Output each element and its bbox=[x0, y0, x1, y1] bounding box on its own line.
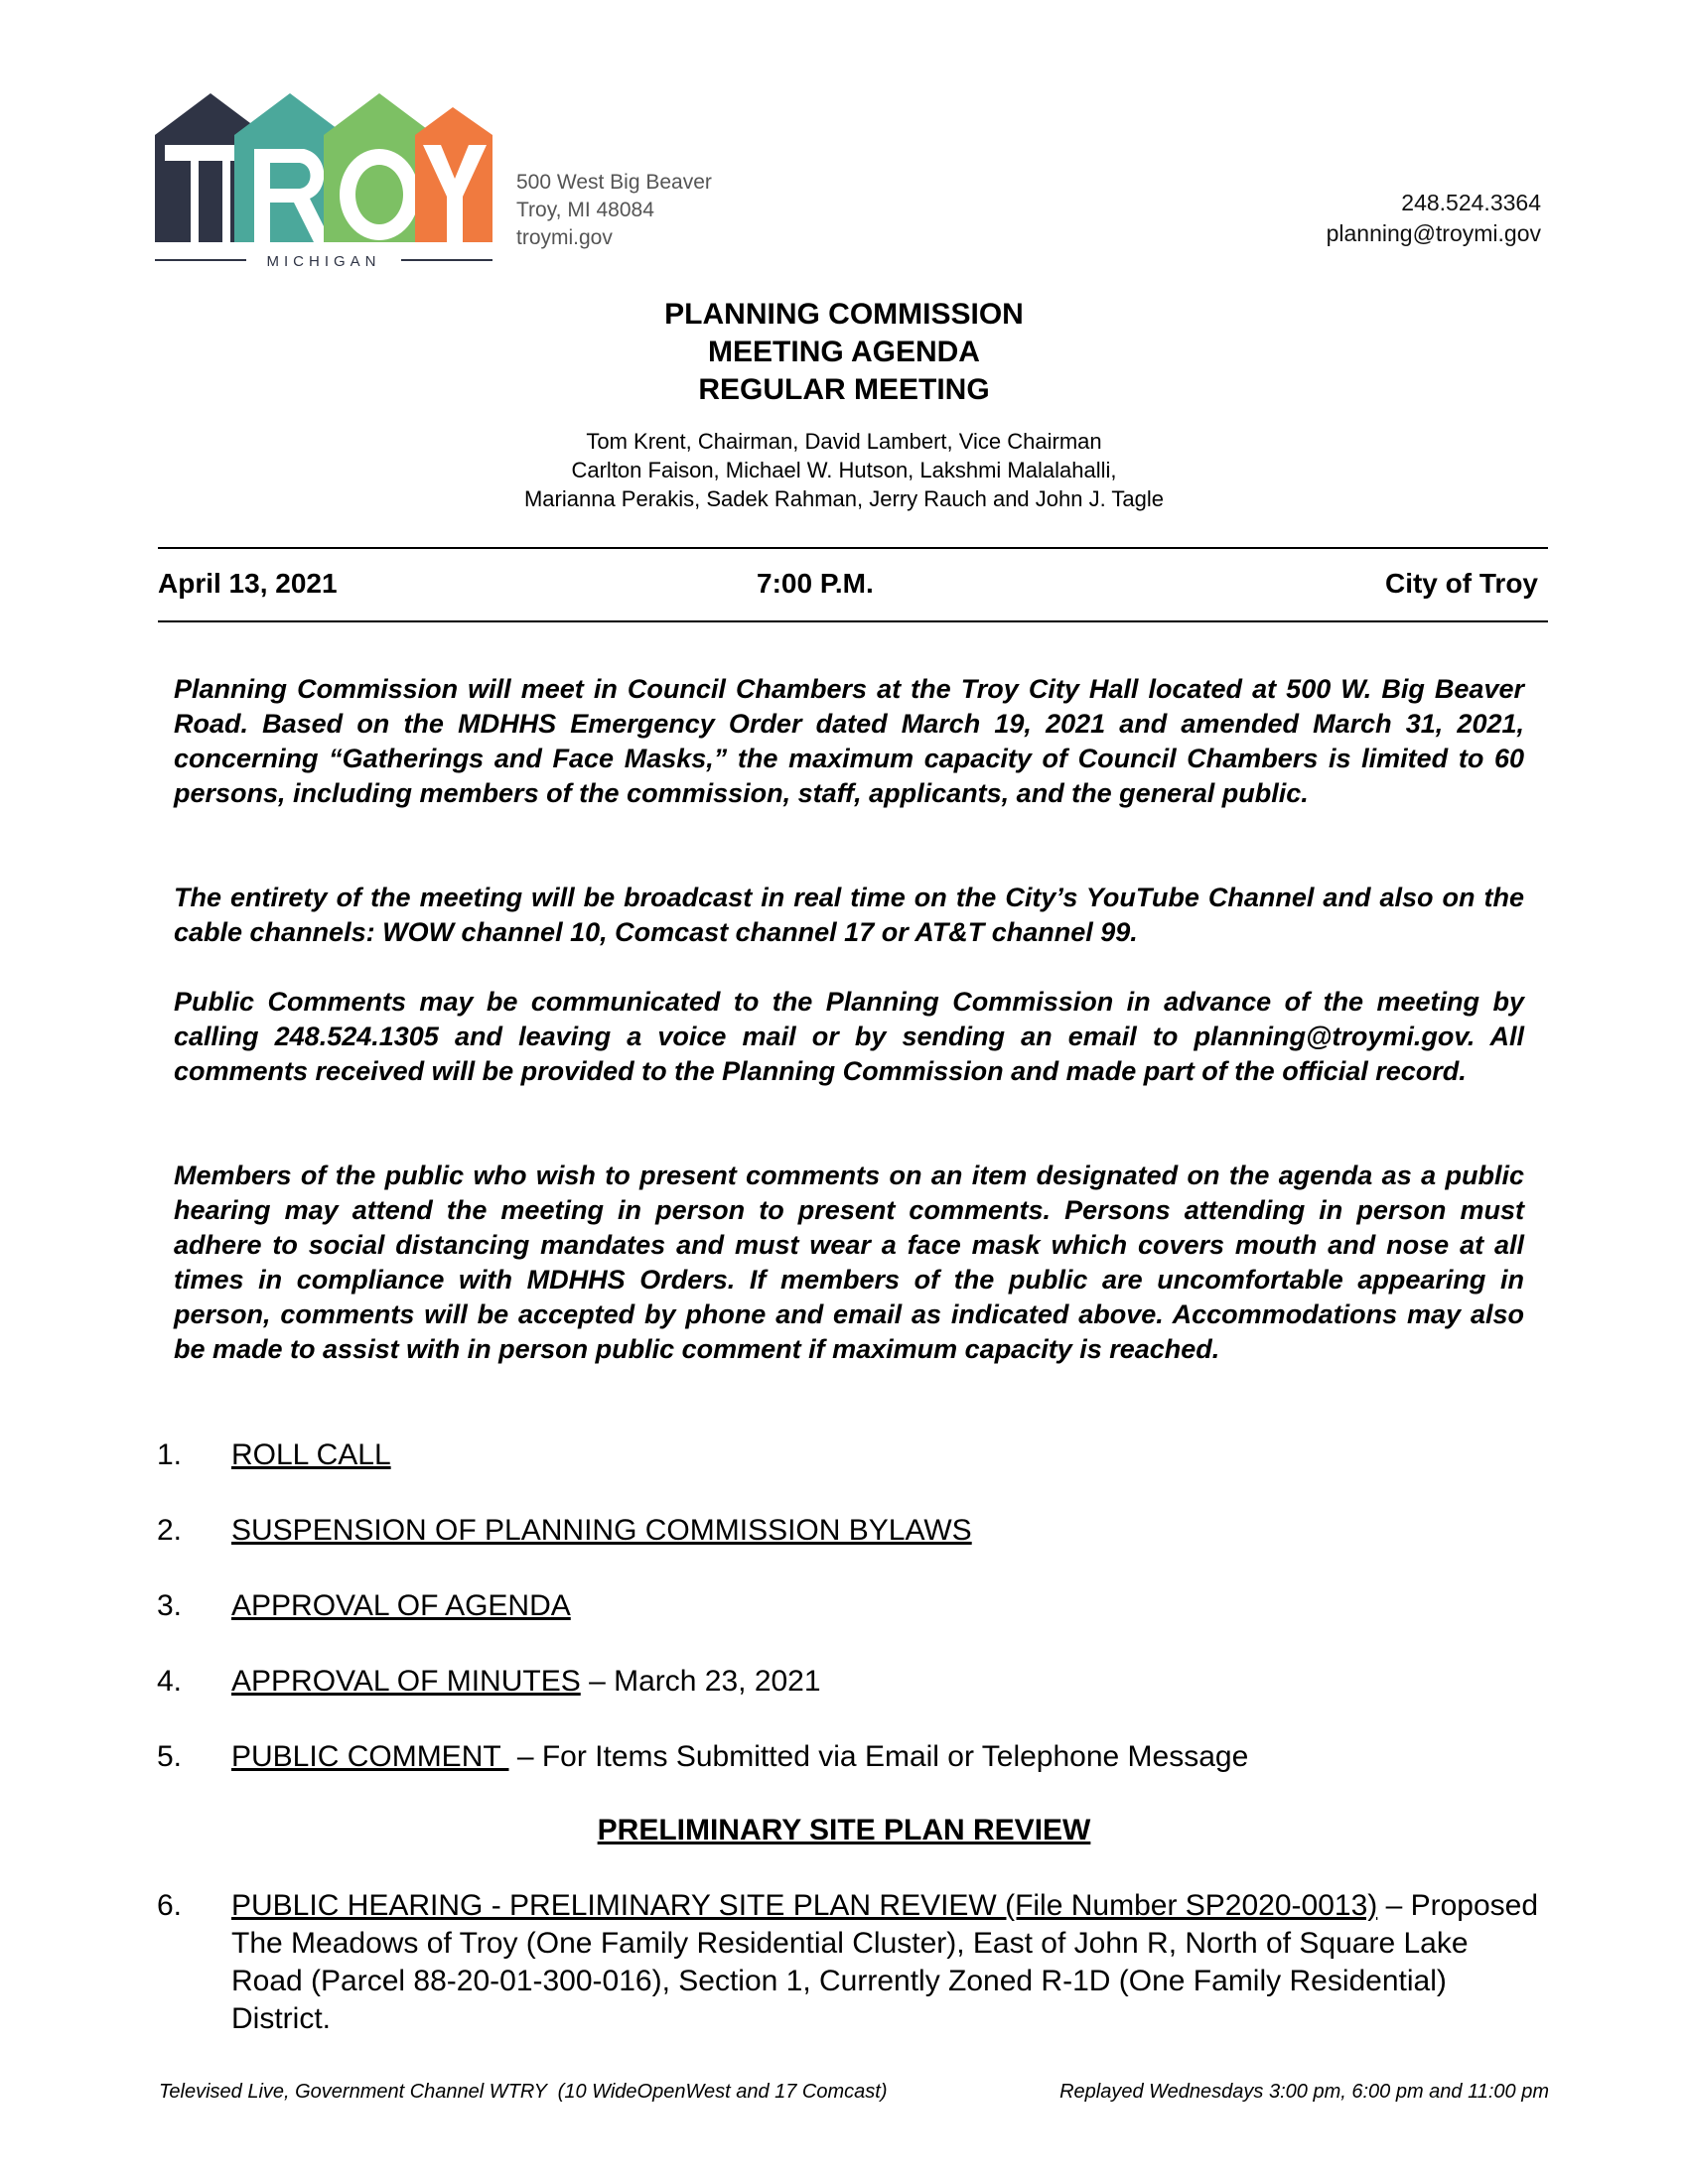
notice-in-person: Members of the public who wish to present comments on an item designated on the agenda as a public hearing may attend the meeting in person to present comments. Persons attending in person must adhere to social distancing mandates and must wear a face mask which covers mouth and nose at all times in compliance with MDHHS Orders. If members of the public are uncomfortable appearing in person, comments will be accepted by phone and email as indicated above. Accommodations may also be made to assist with in person public comment if maximum capacity is reached. bbox=[174, 1160, 1524, 1364]
meeting-time: 7:00 P.M. bbox=[757, 568, 874, 599]
agenda-item-title: APPROVAL OF MINUTES bbox=[231, 1665, 581, 1698]
title-line-3: REGULAR MEETING bbox=[698, 373, 990, 406]
members-line-1: Tom Krent, Chairman, David Lambert, Vice Chairman bbox=[586, 429, 1102, 454]
agenda-item-title: PUBLIC COMMENT bbox=[231, 1740, 509, 1773]
title-line-2: MEETING AGENDA bbox=[708, 336, 980, 368]
members-line-2: Carlton Faison, Michael W. Hutson, Lakshmi Malalahalli, bbox=[571, 458, 1117, 482]
city-address bbox=[516, 169, 712, 252]
agenda-item-detail: – Proposed The Meadows of Troy (One Family Residential Cluster), East of John R, North of Square Lake Road (Parcel 88-20-01-300-016), Section 1, Currently Zoned R-1D (One Family Residential) District. bbox=[231, 1889, 1539, 2035]
agenda-item-title: SUSPENSION OF PLANNING COMMISSION BYLAWS bbox=[231, 1514, 972, 1547]
agenda-item-number: 3. bbox=[157, 1589, 183, 1622]
agenda-item-title: ROLL CALL bbox=[231, 1438, 391, 1471]
members-line-3: Marianna Perakis, Sadek Rahman, Jerry Rauch and John J. Tagle bbox=[523, 486, 1165, 511]
notice-location: Planning Commission will meet in Council Chambers at the Troy City Hall located at 500 W. Big Beaver Road. Based on the MDHHS Emergency Order dated March 19, 2021 and amended March 31, 2021, concerning “Gatherings and Face Masks,” the maximum capacity of Council Chambers is limited to 60 persons, including members of the commission, staff, applicants, and the general public. bbox=[174, 674, 1524, 808]
document-title bbox=[0, 296, 1688, 409]
troy-logo bbox=[155, 93, 492, 272]
contact-email: planning@troymi.gov bbox=[1326, 220, 1541, 246]
address-website: troymi.gov bbox=[516, 226, 613, 249]
agenda-item-number: 4. bbox=[157, 1665, 183, 1698]
agenda-item-title: PUBLIC HEARING - PRELIMINARY SITE PLAN REVIEW (File Number SP2020-0013) bbox=[231, 1889, 1378, 1922]
agenda-item-number: 6. bbox=[157, 1889, 183, 1922]
notice-public-comments: Public Comments may be communicated to the Planning Commission in advance of the meeting by calling 248.524.1305 and leaving a voice mail or by sending an email to planning@troymi.gov. All comments received will be provided to the Planning Commission and made part of the official record. bbox=[174, 987, 1524, 1086]
address-city: Troy, MI 48084 bbox=[516, 199, 654, 221]
divider-top bbox=[158, 547, 1548, 549]
agenda-item-detail: – For Items Submitted via Email or Telephone Message bbox=[508, 1740, 1249, 1773]
divider-bottom bbox=[158, 620, 1548, 622]
commission-members bbox=[0, 427, 1688, 513]
contact-phone: 248.524.3364 bbox=[1401, 190, 1541, 215]
notice-broadcast: The entirety of the meeting will be broadcast in real time on the City’s YouTube Channel and also on the cable channels: WOW channel 10, Comcast channel 17 or AT&T channel 99. bbox=[174, 883, 1524, 947]
agenda-item-number: 5. bbox=[157, 1740, 183, 1773]
section-heading: PRELIMINARY SITE PLAN REVIEW bbox=[597, 1814, 1091, 1846]
logo-subtext: MICHIGAN bbox=[266, 253, 381, 270]
meeting-place: City of Troy bbox=[1384, 568, 1538, 599]
footer-televised: Televised Live, Government Channel WTRY (10 WideOpenWest and 17 Comcast) bbox=[159, 2081, 888, 2103]
agenda-item-number: 2. bbox=[157, 1514, 183, 1547]
agenda-item-title: APPROVAL OF AGENDA bbox=[231, 1589, 571, 1622]
agenda-item-number: 1. bbox=[157, 1438, 183, 1471]
contact-info bbox=[1327, 188, 1541, 249]
title-line-1: PLANNING COMMISSION bbox=[664, 298, 1024, 331]
address-street: 500 West Big Beaver bbox=[516, 171, 712, 194]
meeting-date: April 13, 2021 bbox=[158, 568, 338, 599]
agenda-item-detail: – March 23, 2021 bbox=[580, 1665, 821, 1698]
footer-replayed: Replayed Wednesdays 3:00 pm, 6:00 pm and 11:00 pm bbox=[1059, 2081, 1549, 2103]
